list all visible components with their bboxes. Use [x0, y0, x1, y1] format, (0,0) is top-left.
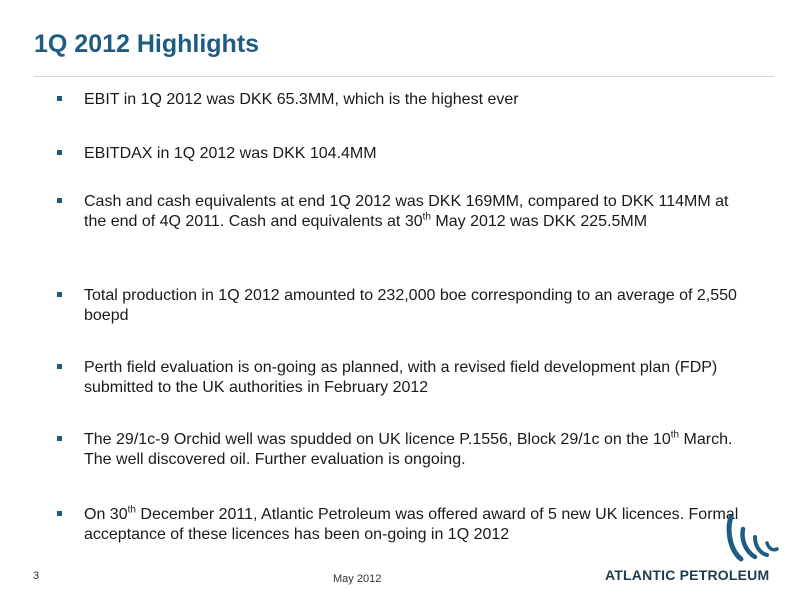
bullet-text: EBIT in 1Q 2012 was DKK 65.3MM, which is the highest ever — [84, 91, 519, 108]
bullet-item — [57, 192, 757, 232]
wave-swirl-icon — [725, 515, 781, 565]
title-divider — [34, 76, 774, 77]
footer-date: May 2012 — [333, 573, 382, 585]
bullet-text: Total production in 1Q 2012 amounted to 232,000 boe corresponding to an average of 2,550 boepd — [84, 287, 737, 324]
square-bullet-icon — [57, 150, 62, 155]
slide-title: 1Q 2012 Highlights — [34, 30, 260, 58]
company-logo — [605, 515, 785, 585]
square-bullet-icon — [57, 198, 62, 203]
bullet-text: Cash and cash equivalents at end 1Q 2012 was DKK 169MM, compared to DKK 114MM at the end of 4Q 2011. Cash and equivalents at 30th May 2012 was DKK 225.5MM — [84, 193, 729, 230]
bullet-item — [57, 90, 757, 110]
bullet-text: EBITDAX in 1Q 2012 was DKK 104.4MM — [84, 145, 377, 162]
superscript-ordinal: th — [670, 429, 680, 441]
square-bullet-icon — [57, 436, 62, 441]
bullet-text: Perth field evaluation is on-going as planned, with a revised field development plan (FDP) submitted to the UK authorities in February 2012 — [84, 359, 718, 396]
bullet-item — [57, 286, 757, 326]
bullet-item — [57, 358, 757, 398]
square-bullet-icon — [57, 511, 62, 516]
square-bullet-icon — [57, 96, 62, 101]
bullet-item — [57, 430, 757, 470]
bullet-text: On 30th December 2011, Atlantic Petroleum was offered award of 5 new UK licences. Formal acceptance of these licences has been on-going in 1Q 2012 — [84, 504, 739, 543]
logo-wordmark: ATLANTIC PETROLEUM — [605, 567, 770, 583]
bullet-item — [57, 144, 757, 164]
superscript-ordinal: th — [422, 211, 431, 223]
page-number: 3 — [33, 570, 40, 582]
superscript-ordinal: th — [127, 504, 136, 516]
square-bullet-icon — [57, 364, 62, 369]
bullet-text: The 29/1c-9 Orchid well was spudded on UK licence P.1556, Block 29/1c on the 10th March. The well discovered oil. Further evaluation is ongoing. — [84, 429, 733, 468]
square-bullet-icon — [57, 292, 62, 297]
